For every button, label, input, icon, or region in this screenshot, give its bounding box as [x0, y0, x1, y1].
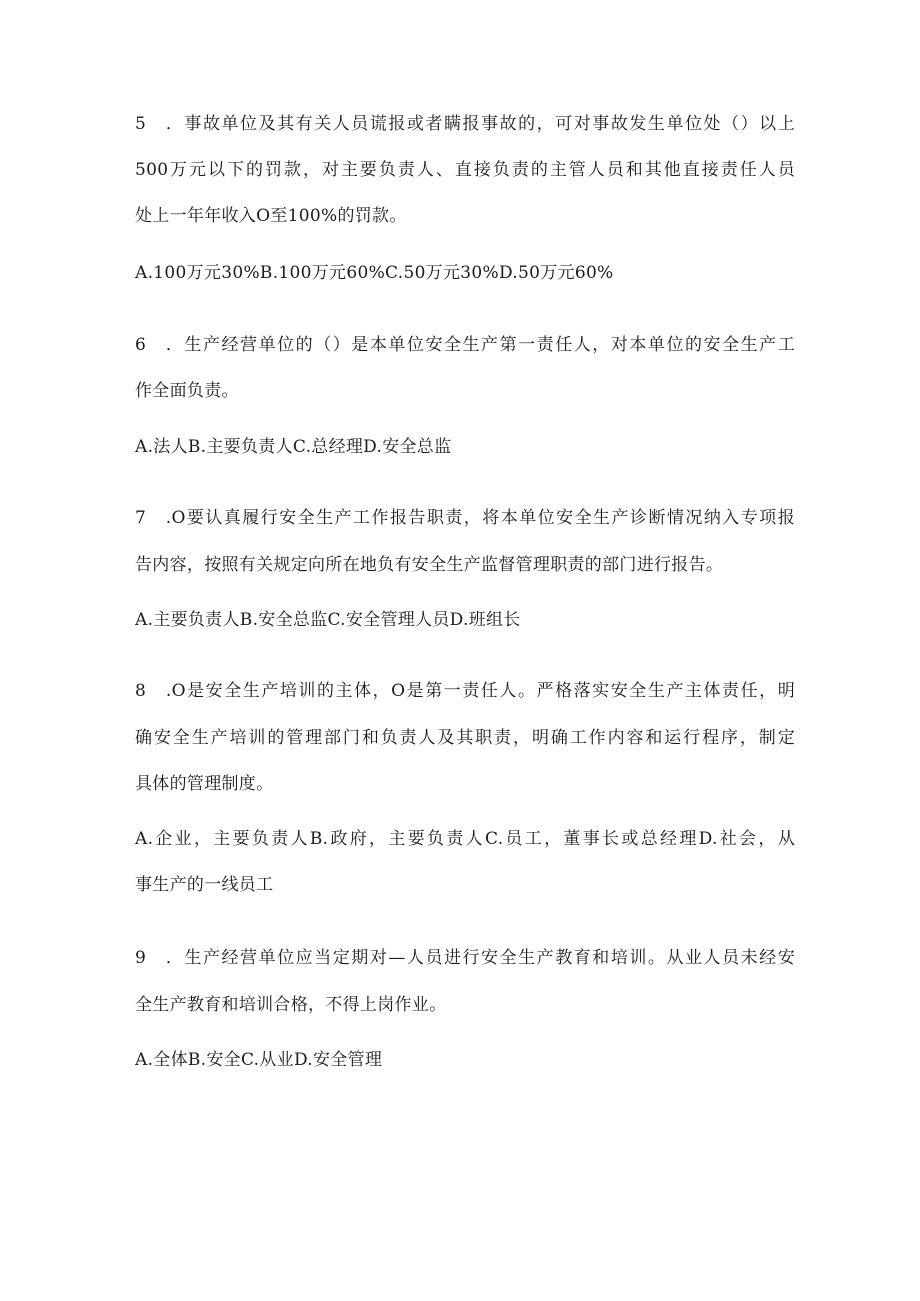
question-7-options: A.主要负责人B.安全总监C.安全管理人员D.班组长	[135, 610, 521, 630]
question-9-line-1: 9 ．生产经营单位应当定期对—人员进行安全生产教育和培训。从业人员未经安	[135, 948, 795, 968]
question-8-line-1: 8 .O是安全生产培训的主体，O是第一责任人。严格落实安全生产主体责任，明	[135, 681, 795, 701]
question-8-options-line-2: 事生产的一线员工	[135, 875, 274, 895]
question-5-line-3: 处上一年年收入O至100%的罚款。	[135, 206, 407, 226]
question-8-line-2: 确安全生产培训的管理部门和负责人及其职责，明确工作内容和运行程序，制定	[135, 728, 795, 748]
question-5-line-1: 5 ．事故单位及其有关人员谎报或者瞒报事故的，可对事故发生单位处（）以上	[135, 114, 795, 134]
question-5-options: A.100万元30%B.100万元60%C.50万元30%D.50万元60%	[135, 263, 614, 283]
question-6-line-1: 6 ．生产经营单位的（）是本单位安全生产第一责任人，对本单位的安全生产工	[135, 335, 795, 355]
question-8-options-line-1: A.企业，主要负责人B.政府，主要负责人C.员工，董事长或总经理D.社会，从	[135, 829, 795, 849]
question-6-options: A.法人B.主要负责人C.总经理D.安全总监	[135, 437, 452, 457]
question-7-line-2: 告内容，按照有关规定向所在地负有安全生产监督管理职责的部门进行报告。	[135, 555, 724, 575]
question-9-line-2: 全生产教育和培训合格，不得上岗作业。	[135, 995, 447, 1015]
question-7-line-1: 7 .O要认真履行安全生产工作报告职责，将本单位安全生产诊断情况纳入专项报	[135, 508, 795, 528]
question-9-options: A.全体B.安全C.从业D.安全管理	[135, 1050, 383, 1070]
question-5-line-2: 500万元以下的罚款，对主要负责人、直接负责的主管人员和其他直接责任人员	[135, 160, 795, 180]
question-6-line-2: 作全面负责。	[135, 381, 239, 401]
question-8-line-3: 具体的管理制度。	[135, 774, 274, 794]
